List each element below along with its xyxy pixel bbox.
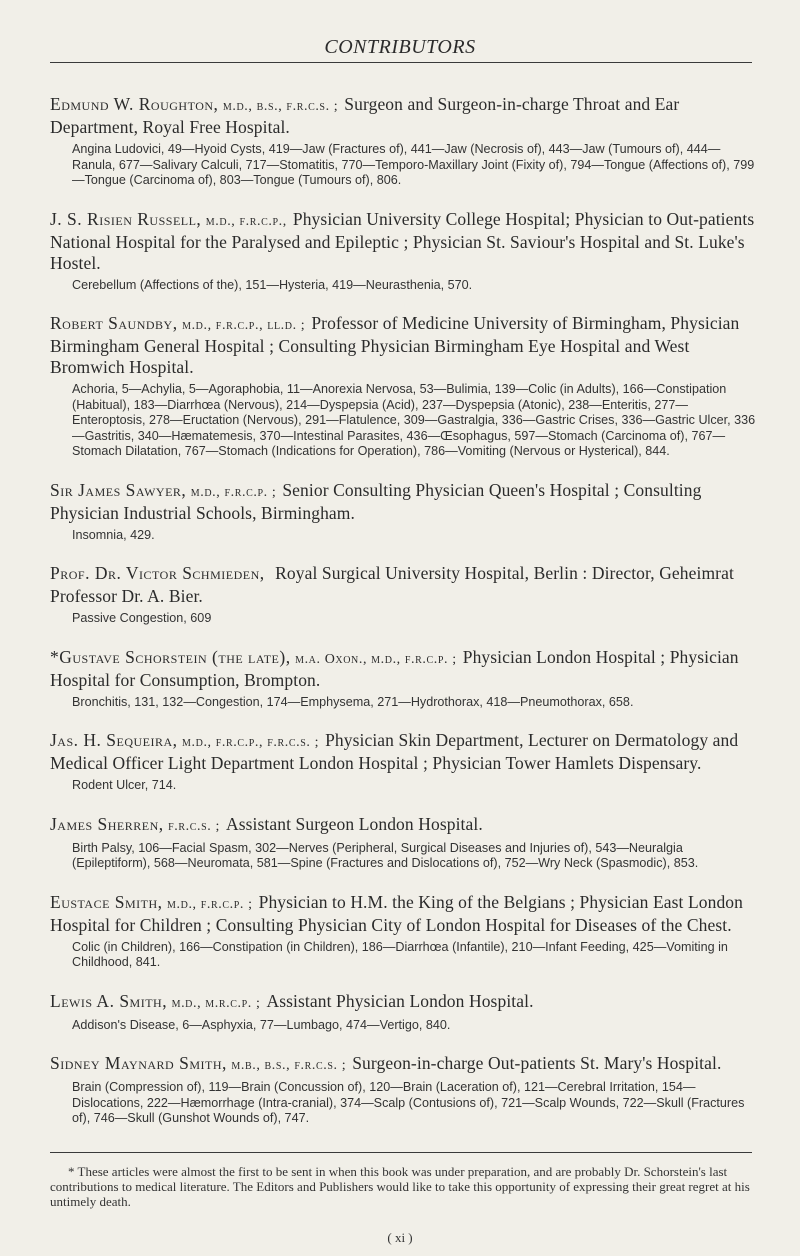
contributor-positions: Assistant Physician London Hospital.: [266, 990, 534, 1011]
contributor-name: *Gustave Schorstein (the late),: [50, 646, 291, 667]
contributor-name: Lewis A. Smith,: [50, 990, 168, 1011]
contributor-name: Robert Saundby,: [50, 313, 178, 333]
contributor-qualifications: m.d., f.r.c.p. ;: [167, 896, 253, 912]
contributor-entry: [50, 563, 760, 627]
contributor-positions: Professor of Medicine University of Birmingham, Physician Birmingham General Hospital ; Consulting Physician Birmingham Eye Hospital and West Bromwich Hospital.: [50, 313, 740, 377]
contributor-entry: [50, 480, 760, 544]
contributor-topics: Cerebellum (Affections of the), 151—Hysteria, 419—Neurasthenia, 570.: [72, 277, 473, 292]
footnote-rule: [50, 1152, 752, 1153]
contributor-name: Edmund W. Roughton,: [50, 94, 219, 114]
contributor-topics: Achoria, 5—Achylia, 5—Agoraphobia, 11—Anorexia Nervosa, 53—Bulimia, 139—Colic (in Adults), 166—Constipation (Habitual), 183—Diarrhœa (Nervous), 214—Dyspepsia (Acid), 237—Dyspepsia (Atonic), 238—Enteritis, 277—Enteroptosis, 278—Eructation (Nervous), 291—Flatulence, 309—Gastralgia, 336—Gastric Crises, 336—Gastric Ulcer, 336—Gastritis, 340—Hæmatemesis, 370—Intestinal Parasites, 436—Œsophagus, 597—Stomach (Carcinoma of), 767—Stomach Dilatation, 767—Stomach (Indications for Operation), 786—Vomiting (Nervous or Hysterical), 844.: [72, 382, 756, 458]
contributor-entry: [50, 647, 760, 711]
contributor-name: Sir James Sawyer,: [50, 479, 187, 500]
contributor-entry: [50, 730, 760, 794]
contributor-entry: [50, 209, 760, 294]
contributor-qualifications: m.d., f.r.c.p., ll.d. ;: [182, 318, 306, 333]
contributor-topics: Birth Palsy, 106—Facial Spasm, 302—Nerves (Peripheral, Surgical Diseases and Injuries of), 543—Neuralgia (Epileptiform), 568—Neuromata, 581—Spine (Fractures and Dislocations of), 752—Wry Neck (Spasmodic), 853.: [72, 840, 699, 870]
contributor-positions: Physician University College Hospital; Physician to Out-patients National Hospital for the Paralysed and Epileptic ; Physician St. Saviour's Hospital and St. Luke's Hostel.: [50, 208, 755, 273]
contributor-topics: Insomnia, 429.: [72, 527, 155, 542]
running-head: CONTRIBUTORS: [324, 36, 476, 58]
contributor-heading: [50, 730, 760, 774]
page-number: ( xi ): [387, 1230, 413, 1245]
contributor-positions: Physician Skin Department, Lecturer on Dermatology and Medical Officer Light Department London Hospital ; Physician Tower Hamlets Dispensary.: [50, 730, 739, 773]
contributor-heading: [50, 209, 760, 274]
contributor-topics: Addison's Disease, 6—Asphyxia, 77—Lumbago, 474—Vertigo, 840.: [72, 1017, 451, 1032]
contributor-name: James Sherren,: [50, 813, 164, 834]
contributor-entry: [50, 94, 760, 189]
contributor-heading: [50, 1053, 760, 1076]
contributor-heading: [50, 892, 760, 936]
contributor-qualifications: m.d., m.r.c.p. ;: [171, 995, 261, 1011]
contributor-topics: Passive Congestion, 609: [72, 611, 212, 625]
contributor-heading: [50, 563, 760, 607]
header-rule: [50, 62, 752, 63]
contributor-qualifications: m.d., f.r.c.p. ;: [190, 484, 277, 500]
contributor-positions: Assistant Surgeon London Hospital.: [225, 813, 483, 834]
contributor-entry: [50, 892, 760, 971]
contributor-name: Prof. Dr. Victor Schmieden,: [50, 563, 265, 583]
contributor-entry: [50, 991, 760, 1034]
contributor-heading: [50, 991, 760, 1014]
contributor-positions: Surgeon-in-charge Out-patients St. Mary's Hospital.: [352, 1053, 722, 1073]
contributor-topics: Colic (in Children), 166—Constipation (in Children), 186—Diarrhœa (Infantile), 210—Infant Feeding, 425—Vomiting in Childhood, 841.: [72, 939, 728, 969]
contributor-positions: Surgeon and Surgeon-in-charge Throat and Ear Department, Royal Free Hospital.: [50, 94, 680, 137]
contributor-qualifications: m.d., f.r.c.p.,: [205, 213, 287, 229]
contributor-qualifications: m.d., f.r.c.p., f.r.c.s. ;: [182, 735, 320, 750]
contributor-qualifications: f.r.c.s. ;: [168, 818, 220, 834]
footnote: * These articles were almost the first to be sent in when this book was under preparation, and are probably Dr. Schorstein's last contributions to medical literature. The Editors and Publishers would like to take this opportunity of expressing their great regret at his untimely death.: [50, 1164, 750, 1209]
contributor-positions: Senior Consulting Physician Queen's Hospital ; Consulting Physician Industrial Schools, Birmingham.: [50, 479, 702, 523]
contributor-positions: Physician London Hospital ; Physician Hospital for Consumption, Brompton.: [50, 646, 739, 690]
contributor-heading: [50, 647, 760, 691]
contributor-heading: [50, 313, 760, 378]
contributor-topics: Brain (Compression of), 119—Brain (Concussion of), 120—Brain (Laceration of), 121—Cerebral Irritation, 154—Dislocations, 222—Hæmorrhage (Intra-cranial), 374—Scalp (Contusions of), 721—Scalp Wounds, 722—Skull (Fractures of), 746—Skull (Gunshot Wounds of), 747.: [72, 1080, 745, 1125]
contributor-heading: [50, 814, 760, 837]
contributor-name: Eustace Smith,: [50, 891, 163, 912]
contributor-topics: Bronchitis, 131, 132—Congestion, 174—Emphysema, 271—Hydrothorax, 418—Pneumothorax, 658.: [72, 694, 634, 709]
contributor-entry: [50, 1053, 760, 1127]
contributor-topics: Angina Ludovici, 49—Hyoid Cysts, 419—Jaw (Fractures of), 441—Jaw (Necrosis of), 443—Jaw (Tumours of), 444—Ranula, 677—Salivary Calculi, 717—Stomatitis, 770—Temporo-Maxillary Joint (Fixity of), 794—Tongue (Affections of), 799—Tongue (Carcinoma of), 803—Tongue (Tumours of), 806.: [72, 142, 755, 187]
contributor-positions: Royal Surgical University Hospital, Berlin : Director, Geheimrat Professor Dr. A. Bier.: [50, 563, 734, 606]
contributors-list: [50, 94, 760, 1147]
contributor-heading: [50, 480, 760, 524]
contributor-positions: Physician to H.M. the King of the Belgians ; Physician East London Hospital for Children ; Consulting Physician City of London Hospital for Diseases of the Chest.: [50, 891, 744, 935]
contributor-qualifications: m.a. Oxon., m.d., f.r.c.p. ;: [295, 651, 457, 667]
contributor-name: Sidney Maynard Smith,: [50, 1053, 227, 1073]
contributor-entry: [50, 814, 760, 872]
contributor-qualifications: m.b., b.s., f.r.c.s. ;: [231, 1058, 347, 1073]
contributor-topics: Rodent Ulcer, 714.: [72, 778, 177, 792]
contributor-entry: [50, 313, 760, 460]
contributor-qualifications: m.d., b.s., f.r.c.s. ;: [222, 99, 339, 114]
contributor-name: J. S. Risien Russell,: [50, 208, 202, 229]
contributor-heading: [50, 94, 760, 138]
contributor-name: Jas. H. Sequeira,: [50, 730, 178, 750]
